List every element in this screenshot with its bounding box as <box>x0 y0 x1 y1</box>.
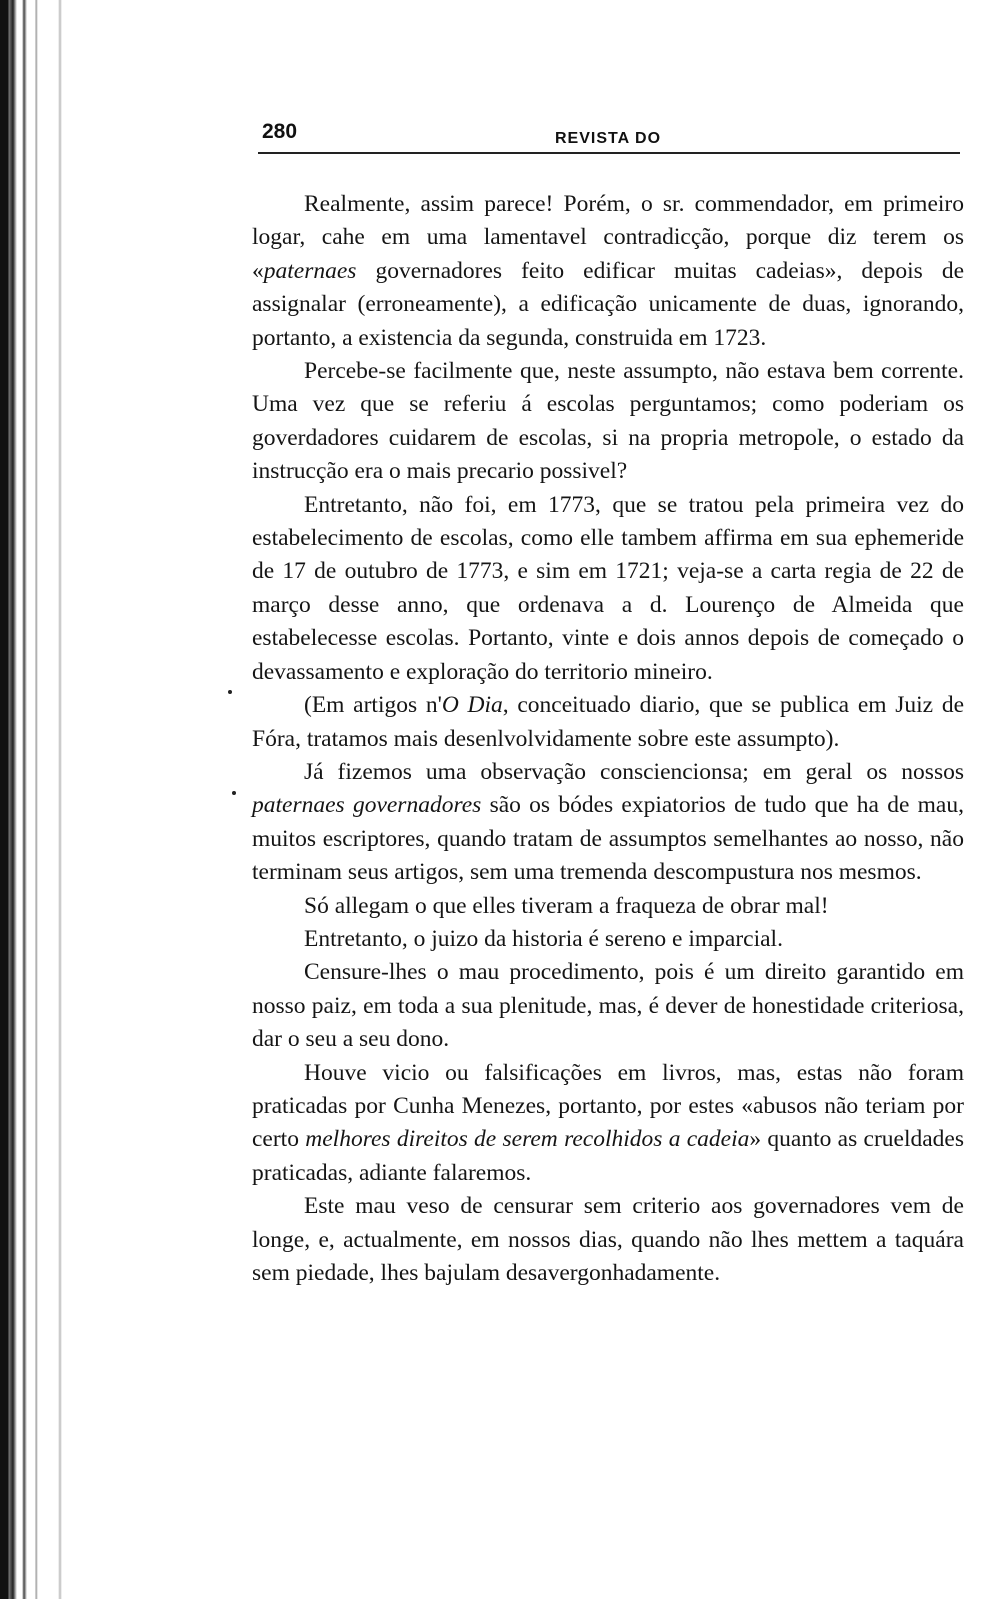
ink-speck <box>232 791 236 795</box>
paragraph: Percebe-se facilmente que, neste assumpto, não estava bem corrente. Uma vez que se referiu á escolas perguntamos; como poderiam os goverdadores cuidarem de escolas, si na propria metropole, o estado da instrucção era o mais precario possivel? <box>252 358 964 485</box>
running-head: REVISTA DO <box>555 130 662 147</box>
paragraph: (Em artigos n'O Dia, conceituado diario, que se publica em Juiz de Fóra, tratamos mais desenlvolvidamente sobre este assumpto). <box>252 692 964 752</box>
paragraph: Censure-lhes o mau procedimento, pois é um direito garantido em nosso paiz, em toda a sua plenitude, mas, é dever de honestidade criteriosa, dar o seu a seu dono. <box>252 959 964 1053</box>
paragraph: Já fizemos uma observação consciencionsa; em geral os nossos paternaes governadores são os bódes expiatorios de tudo que ha de mau, muitos escriptores, quando tratam de assumptos semelhantes ao nosso, não terminam seus artigos, sem uma tremenda descompustura nos mesmos. <box>252 758 964 886</box>
body-text <box>252 188 964 1290</box>
paragraph: Entretanto, o juizo da historia é sereno e imparcial. <box>304 925 783 952</box>
paragraph: Houve vicio ou falsificações em livros, mas, estas não foram praticadas por Cunha Menezes, portanto, por estes «abusos não teriam por certo melhores direitos de serem recolhidos a cadeia» quanto as crueldades praticadas, adiante falaremos. <box>252 1059 964 1186</box>
header-rule <box>258 152 960 154</box>
page-number: 280 <box>262 120 298 143</box>
emphasis: paternaes governadores <box>252 792 482 819</box>
emphasis: melhores direitos de serem recolhidos a cadeia <box>305 1126 750 1153</box>
emphasis: paternaes <box>263 257 357 284</box>
paragraph: Só allegam o que elles tiveram a fraqueza de obrar mal! <box>304 892 829 919</box>
ink-speck <box>228 690 232 694</box>
paragraph: Realmente, assim parece! Porém, o sr. commendador, em primeiro logar, cahe em uma lamentavel contradicção, porque diz terem os «paternaes governadores feito edificar muitas cadeias», depois de assignalar (erroneamente), a edificação unicamente de duas, ignorando, portanto, a existencia da segunda, construida em 1723. <box>252 191 964 351</box>
paragraph: Este mau veso de censurar sem criterio aos governadores vem de longe, e, actualmente, em nossos dias, quando não lhes mettem a taquára sem piedade, lhes bajulam desavergonhadamente. <box>252 1193 964 1286</box>
book-binding-gutter <box>0 0 70 1599</box>
paragraph: Entretanto, não foi, em 1773, que se tratou pela primeira vez do estabelecimento de escolas, como elle tambem affirma em sua ephemeride de 17 de outubro de 1773, e sim em 1721; veja-se a carta regia de 22 de março desse anno, que ordenava a d. Lourenço de Almeida que estabelecesse escolas. Portanto, vinte e dois annos depois de começado o devassamento e exploração do territorio mineiro. <box>252 491 964 685</box>
emphasis: O Dia <box>441 692 503 719</box>
